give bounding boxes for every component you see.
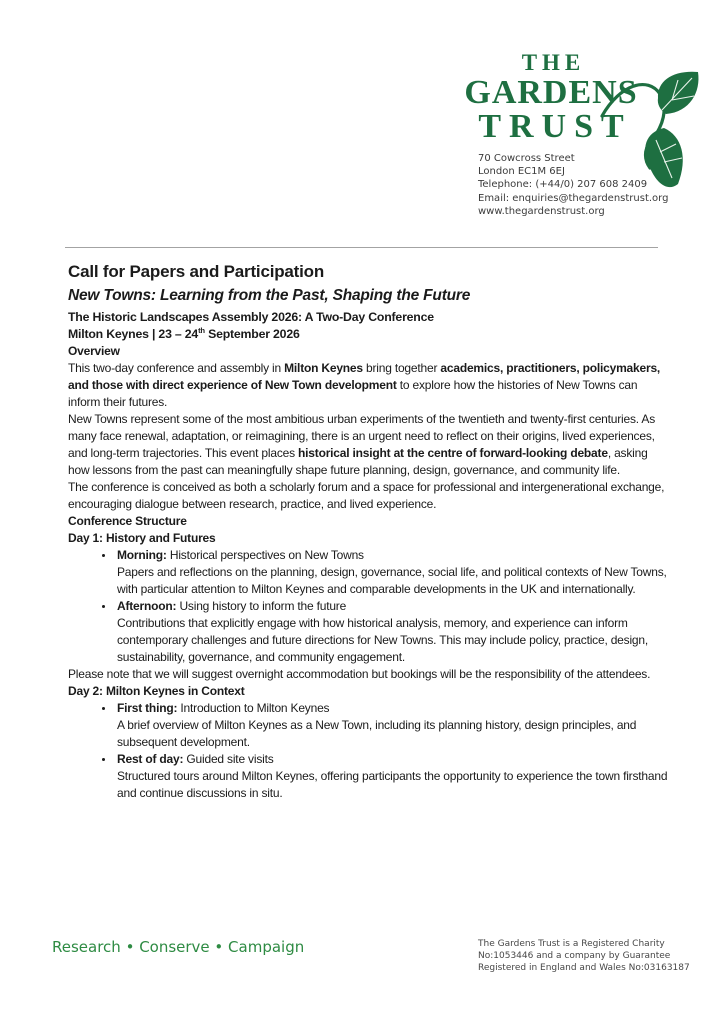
date-line: Milton Keynes | 23 – 24th September 2026 — [68, 325, 300, 341]
bullet-item-morning: • Morning: Historical perspectives on New Towns Papers and reflections on the planning, design, governance, social life, and political contexts of New Towns, with particular attention to Milton Keynes and comparable developments in the UK and internationally. — [115, 547, 668, 598]
section-heading-structure: Conference Structure — [68, 514, 187, 528]
charity-line: Registered in England and Wales No:03163187 — [478, 963, 690, 973]
paragraph-overview-1: This two-day conference and assembly in Milton Keynes bring together academics, practitioners, policymakers, and those with direct experience of New Town development to explore how the histories of New Towns can inform their futures. — [68, 361, 661, 409]
logo-text-trust: TRUST — [478, 108, 632, 145]
day1-bullet-list — [68, 547, 668, 666]
contact-line: 70 Cowcross Street — [478, 153, 575, 164]
accommodation-note: Please note that we will suggest overnight accommodation but bookings will be the responsibility of the attendees. — [68, 667, 651, 681]
bullet-item-rest-of-day: • Rest of day: Guided site visits Structured tours around Milton Keynes, offering participants the opportunity to experience the town firsthand and continue discussions in situ. — [115, 751, 668, 802]
day2-bullet-list — [68, 700, 668, 802]
footer-tagline: Research • Conserve • Campaign — [52, 938, 305, 956]
contact-line: Telephone: (+44/0) 207 608 2409 — [478, 179, 648, 191]
contact-line: www.thegardenstrust.org — [478, 205, 605, 217]
bullet-item-afternoon: • Afternoon: Using history to inform the future Contributions that explicitly engage with how historical analysis, memory, and experience can inform contemporary challenges and future directions for New Towns. This may include policy, practice, design, sustainability, governance, and community engagement. — [115, 598, 668, 666]
bullet-item-first-thing: • First thing: Introduction to Milton Keynes A brief overview of Milton Keynes as a New Town, including its planning history, design principles, and subsequent development. — [115, 700, 668, 751]
divider — [65, 247, 658, 248]
document-body — [68, 254, 668, 802]
logo-text-gardens: GARDENS — [464, 74, 638, 111]
contact-line: London EC1M 6EJ — [478, 166, 565, 178]
logo-text-the: THE — [521, 50, 586, 75]
conference-line: The Historic Landscapes Assembly 2026: A Two-Day Conference — [68, 310, 434, 324]
contact-line: Email: enquiries@thegardenstrust.org — [478, 192, 669, 204]
charity-line: The Gardens Trust is a Registered Charity — [478, 939, 665, 949]
charity-registration — [478, 938, 693, 974]
subtitle: New Towns: Learning from the Past, Shaping the Future — [68, 287, 471, 304]
day2-heading: Day 2: Milton Keynes in Context — [68, 684, 245, 698]
paragraph-overview-3: The conference is conceived as both a scholarly forum and a space for professional and intergenerational exchange, encouraging dialogue between research, practice, and lived experience. — [68, 480, 665, 511]
paragraph-overview-2: New Towns represent some of the most ambitious urban experiments of the twentieth and twenty-first centuries. As many face renewal, adaptation, or reimagining, there is an urgent need to reflect on their origins, lived experiences, and long-term trajectories. This event places historical insight at the centre of forward-looking debate, asking how lessons from the past can meaningfully shape future planning, design, governance, and community life. — [68, 412, 656, 477]
page-title: Call for Papers and Participation — [68, 262, 325, 281]
section-heading-overview: Overview — [68, 344, 120, 358]
day1-heading: Day 1: History and Futures — [68, 531, 216, 545]
charity-line: No:1053446 and a company by Guarantee — [478, 951, 671, 961]
contact-block — [478, 152, 703, 218]
